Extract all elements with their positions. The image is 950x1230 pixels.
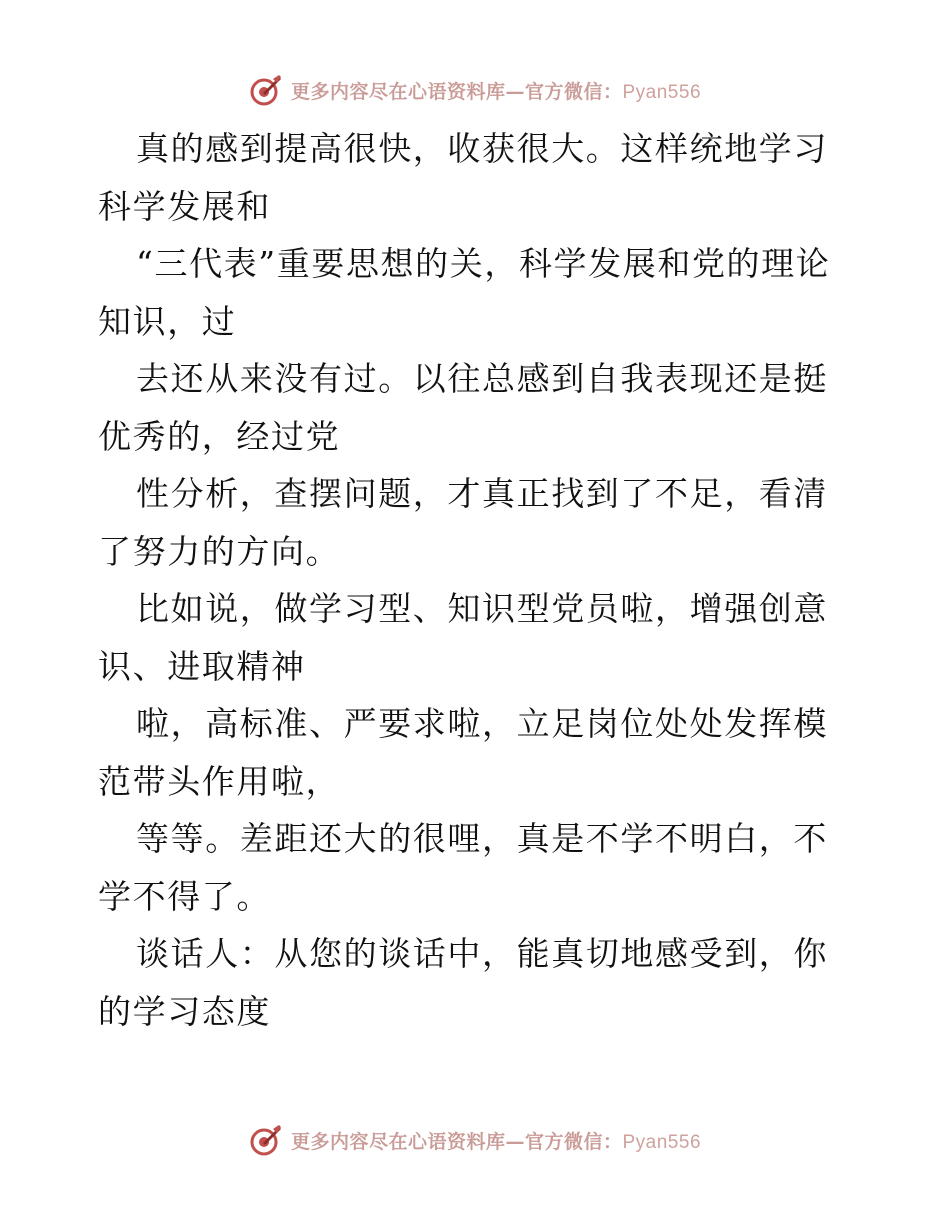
header-watermark-latin: Pyan556 xyxy=(622,81,702,103)
paragraph: 等等。差距还大的很哩，真是不学不明白，不学不得了。 xyxy=(98,819,828,916)
paragraph: 真的感到提高很快，收获很大。这样统地学习科学发展和 xyxy=(98,129,828,226)
header-watermark-cn: 更多内容尽在心语资料库—官方微信： xyxy=(290,80,623,103)
pen-logo-icon xyxy=(249,73,283,107)
pen-logo-icon xyxy=(249,1123,283,1157)
paragraph: 比如说，做学习型、知识型党员啦，增强创意识、进取精神 xyxy=(98,589,828,686)
paragraph: 性分析，查摆问题，才真正找到了不足，看清了努力的方向。 xyxy=(98,474,828,571)
paragraph: 去还从来没有过。以往总感到自我表现还是挺优秀的，经过党 xyxy=(98,359,828,456)
footer-watermark-latin: Pyan556 xyxy=(622,1131,702,1153)
document-body xyxy=(98,120,858,1040)
footer-watermark-text xyxy=(291,1127,701,1154)
paragraph: 谈话人：从您的谈话中，能真切地感受到，你的学习态度 xyxy=(98,934,828,1031)
footer-watermark xyxy=(0,1120,950,1160)
paragraph: “三代表”重要思想的关，科学发展和党的理论知识，过 xyxy=(98,244,831,341)
paragraph: 啦，高标准、严要求啦，立足岗位处处发挥模范带头作用啦， xyxy=(98,704,828,801)
header-watermark-text xyxy=(291,77,701,104)
footer-watermark-cn: 更多内容尽在心语资料库—官方微信： xyxy=(290,1130,623,1153)
header-watermark xyxy=(0,70,950,110)
